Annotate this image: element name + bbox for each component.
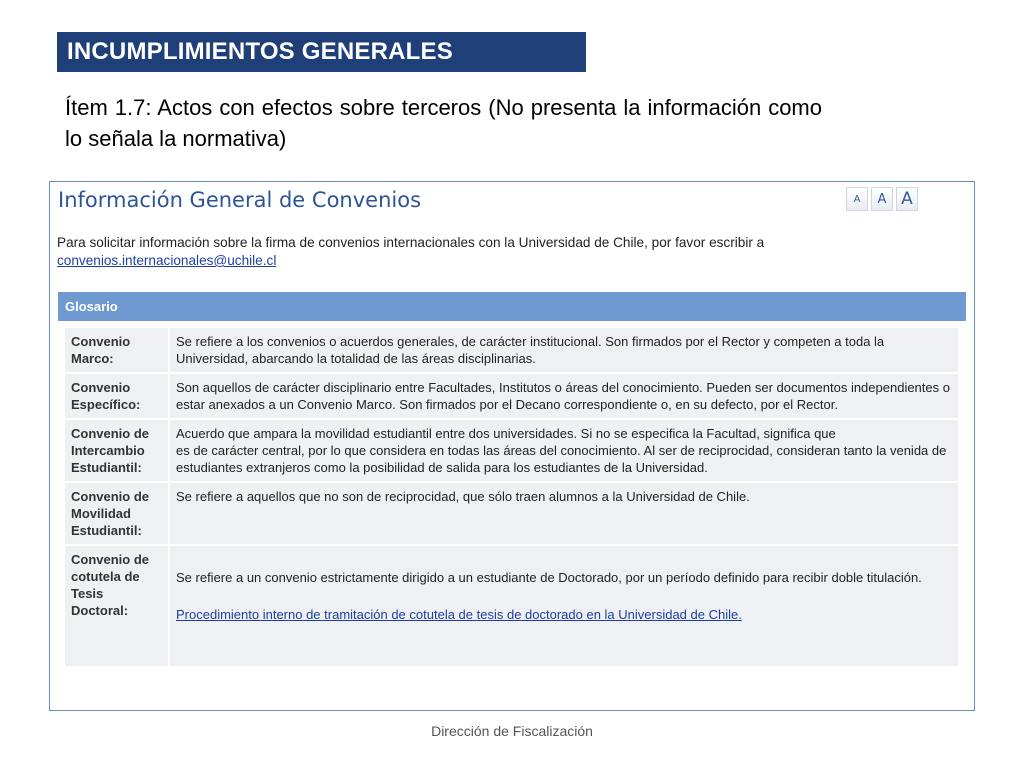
intro-paragraph [57, 234, 966, 270]
glosario-header: Glosario [58, 292, 966, 321]
glosario-description [169, 419, 958, 482]
slide-title: INCUMPLIMIENTOS GENERALES [57, 32, 586, 72]
table-row [65, 482, 958, 545]
table-row [65, 328, 958, 373]
glosario-description-line: es de carácter central, por lo que considera en todas las áreas del conocimiento. Al ser de reciprocidad, consideran tanto la venida de estudiantes extranjeros como la posibilidad de salida para los estudiantes de la Universidad. [176, 443, 947, 475]
glosario-term: Convenio de Intercambio Estudiantil: [65, 419, 169, 482]
cotutela-procedure-link[interactable]: Procedimiento interno de tramitación de cotutela de tesis de doctorado en la Universidad de Chile. [176, 607, 742, 622]
glosario-description: Son aquellos de carácter disciplinario entre Facultades, Institutos o áreas del conocimiento. Pueden ser documentos independientes o estar anexados a un Convenio Marco. Son firmados por el Decano correspondiente o, en su defecto, por el Rector. [169, 373, 958, 419]
glosario-description: Se refiere a los convenios o acuerdos generales, de carácter institucional. Son firmados por el Rector y competen a toda la Universidad, abarcando la totalidad de las áreas disciplinarias. [169, 328, 958, 373]
font-size-large-button[interactable]: A [896, 187, 918, 211]
glosario-description: Se refiere a aquellos que no son de reciprocidad, que sólo traen alumnos a la Universidad de Chile. [169, 482, 958, 545]
glosario-term: Convenio Específico: [65, 373, 169, 419]
glosario-term: Convenio Marco: [65, 328, 169, 373]
font-size-small-button[interactable]: A [846, 187, 868, 211]
table-row [65, 419, 958, 482]
slide-subtitle: Ítem 1.7: Actos con efectos sobre terceros (No presenta la información como lo señala la normativa) [65, 95, 822, 151]
glosario-description [169, 545, 958, 667]
glosario-description-text: Se refiere a un convenio estrictamente dirigido a un estudiante de Doctorado, por un período definido para recibir doble titulación. [176, 570, 922, 585]
convenios-screenshot-panel [49, 181, 975, 711]
font-size-controls [846, 187, 918, 211]
font-size-medium-button[interactable]: A [871, 187, 893, 211]
table-row [65, 373, 958, 419]
table-row [65, 545, 958, 667]
intro-text: Para solicitar información sobre la firma de convenios internacionales con la Universidad de Chile, por favor escribir a [57, 235, 765, 250]
glosario-term: Convenio de Movilidad Estudiantil: [65, 482, 169, 545]
glosario-term: Convenio de cotutela de Tesis Doctoral: [65, 545, 169, 667]
glosario-table [65, 328, 958, 668]
slide-footer: Dirección de Fiscalización [431, 723, 593, 739]
page-title: Información General de Convenios [58, 188, 422, 212]
glosario-description-line: Acuerdo que ampara la movilidad estudiantil entre dos universidades. Si no se especifica la Facultad, significa que [176, 426, 836, 441]
email-link[interactable]: convenios.internacionales@uchile.cl [57, 253, 277, 268]
